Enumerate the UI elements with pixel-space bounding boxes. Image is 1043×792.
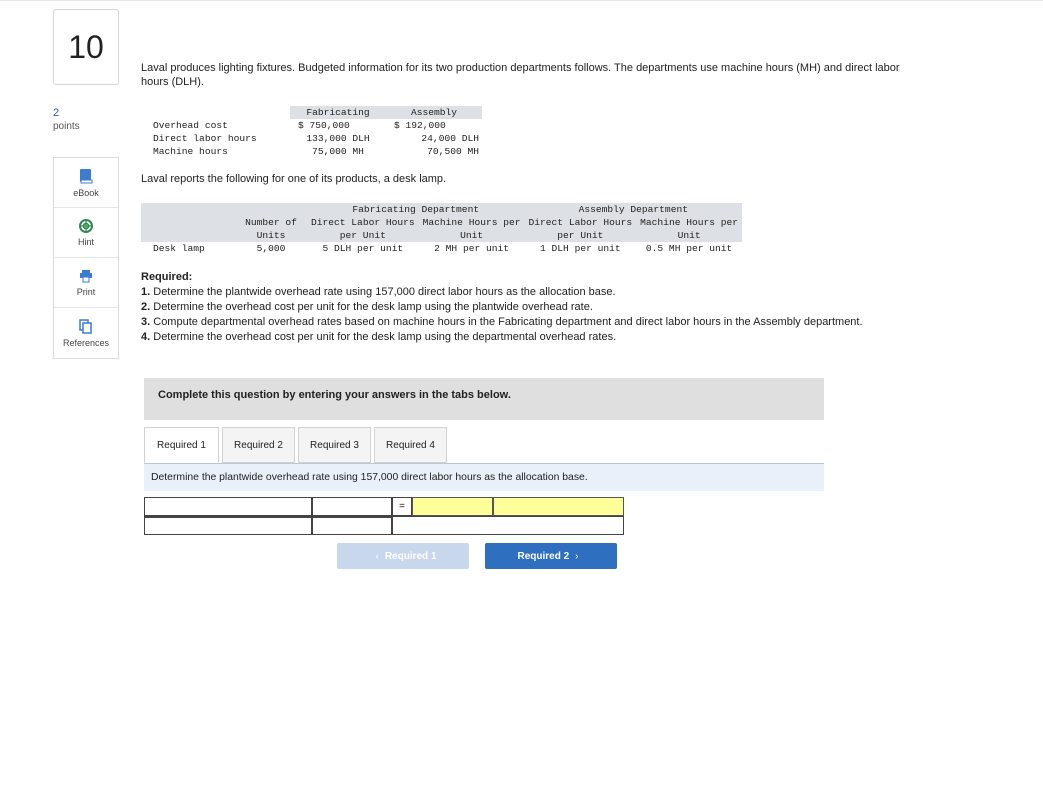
chevron-right-icon: › [575,550,579,562]
answer-label-input[interactable] [144,497,312,516]
sidebar-item-label: References [62,337,110,348]
row-label: Machine hours [153,146,228,157]
column-header: Fabricating [290,106,386,119]
sidebar-item-ebook[interactable] [54,158,118,208]
equals-sign: = [392,497,412,516]
problem-intro: Laval produces lighting fixtures. Budgeted information for its two production departments follows. The departments use machine hours (MH) and direct labor hours (DLH). [141,62,900,88]
group-header-fabricating: Fabricating Department [307,203,525,216]
budget-table [150,106,482,158]
next-button-label: Required 2 [517,550,570,562]
cell-value: 133,000 DLH [306,133,370,144]
table-row [141,242,742,255]
next-button[interactable] [485,543,617,569]
column-header: Number of [235,216,307,229]
column-header: Machine Hours per [636,216,742,229]
required-item: 4. Determine the overhead cost per unit for the desk lamp using the departmental overhead rates. [141,331,617,343]
sidebar-item-print[interactable] [54,258,118,308]
tab-required-3[interactable]: Required 3 [298,427,371,463]
sidebar-item-label: eBook [73,187,99,198]
required-section [141,270,871,345]
points-value: 2 [53,107,60,119]
table-row [150,132,482,145]
top-divider [0,0,1043,1]
required-tabs [144,427,450,463]
resource-sidebar [53,157,119,359]
column-header: Direct Labor Hours [525,216,637,229]
required-item: 2. Determine the overhead cost per unit for the desk lamp using the plantwide overhead rate. [141,301,593,313]
sidebar-item-label: Hint [77,236,94,247]
column-header: Machine Hours per [419,216,525,229]
column-header: per Unit [525,229,637,242]
product-table [141,203,742,255]
row-label: Direct labor hours [153,133,257,144]
table-row [150,119,482,132]
print-icon [79,269,93,283]
answer-result-cell [392,516,624,535]
cell-value: 70,500 MH [427,146,479,157]
tab-required-4[interactable]: Required 4 [374,427,447,463]
group-header-assembly: Assembly Department [525,203,743,216]
chevron-left-icon: ‹ [375,550,379,562]
cell-value: 0.5 MH per unit [645,243,733,254]
cell-value: 5,000 [256,243,286,254]
prev-button-label: Required 1 [384,550,437,562]
column-header: Units [235,229,307,242]
column-header: Direct Labor Hours [307,216,419,229]
sidebar-item-label: Print [76,286,96,297]
prev-button[interactable] [337,543,469,569]
answer-unit-input[interactable] [493,497,624,516]
answer-rate-input[interactable] [412,497,493,516]
column-header: Assembly [386,106,482,119]
cell-value: 24,000 DLH [421,133,479,144]
lamp-intro: Laval reports the following for one of its products, a desk lamp. [141,173,447,185]
required-item: 3. Compute departmental overhead rates based on machine hours in the Fabricating department and direct labor hours in the Assembly department. [141,316,863,328]
question-number: 10 [53,9,119,85]
column-header: Unit [419,229,525,242]
book-icon [79,168,93,184]
required-title: Required: [141,271,193,283]
points-label: points [53,121,80,132]
cell-value: 2 MH per unit [434,243,509,254]
required-item: 1. Determine the plantwide overhead rate using 157,000 direct labor hours as the allocation base. [141,286,616,298]
tab-instruction: Determine the plantwide overhead rate using 157,000 direct labor hours as the allocation base. [144,464,824,491]
row-label: Desk lamp [153,243,205,254]
references-icon [79,319,93,334]
cell-value: $ 750,000 [298,120,350,131]
column-header: per Unit [307,229,419,242]
cell-value: 75,000 MH [312,146,364,157]
answer-label-input-2[interactable] [144,516,312,535]
answer-value-input[interactable] [312,497,392,516]
tab-required-2[interactable]: Required 2 [222,427,295,463]
sidebar-item-hint[interactable] [54,208,118,258]
sidebar-item-references[interactable] [54,308,118,358]
table-row [150,145,482,158]
cell-value: $ 192,000 [394,120,446,131]
column-header: Unit [636,229,742,242]
cell-value: 5 DLH per unit [322,243,404,254]
tab-required-1[interactable]: Required 1 [144,427,219,463]
complete-banner: Complete this question by entering your answers in the tabs below. [144,378,824,420]
cell-value: 1 DLH per unit [540,243,621,254]
row-label: Overhead cost [153,120,228,131]
answer-value-input-2[interactable] [312,516,392,535]
hint-icon [79,219,93,233]
